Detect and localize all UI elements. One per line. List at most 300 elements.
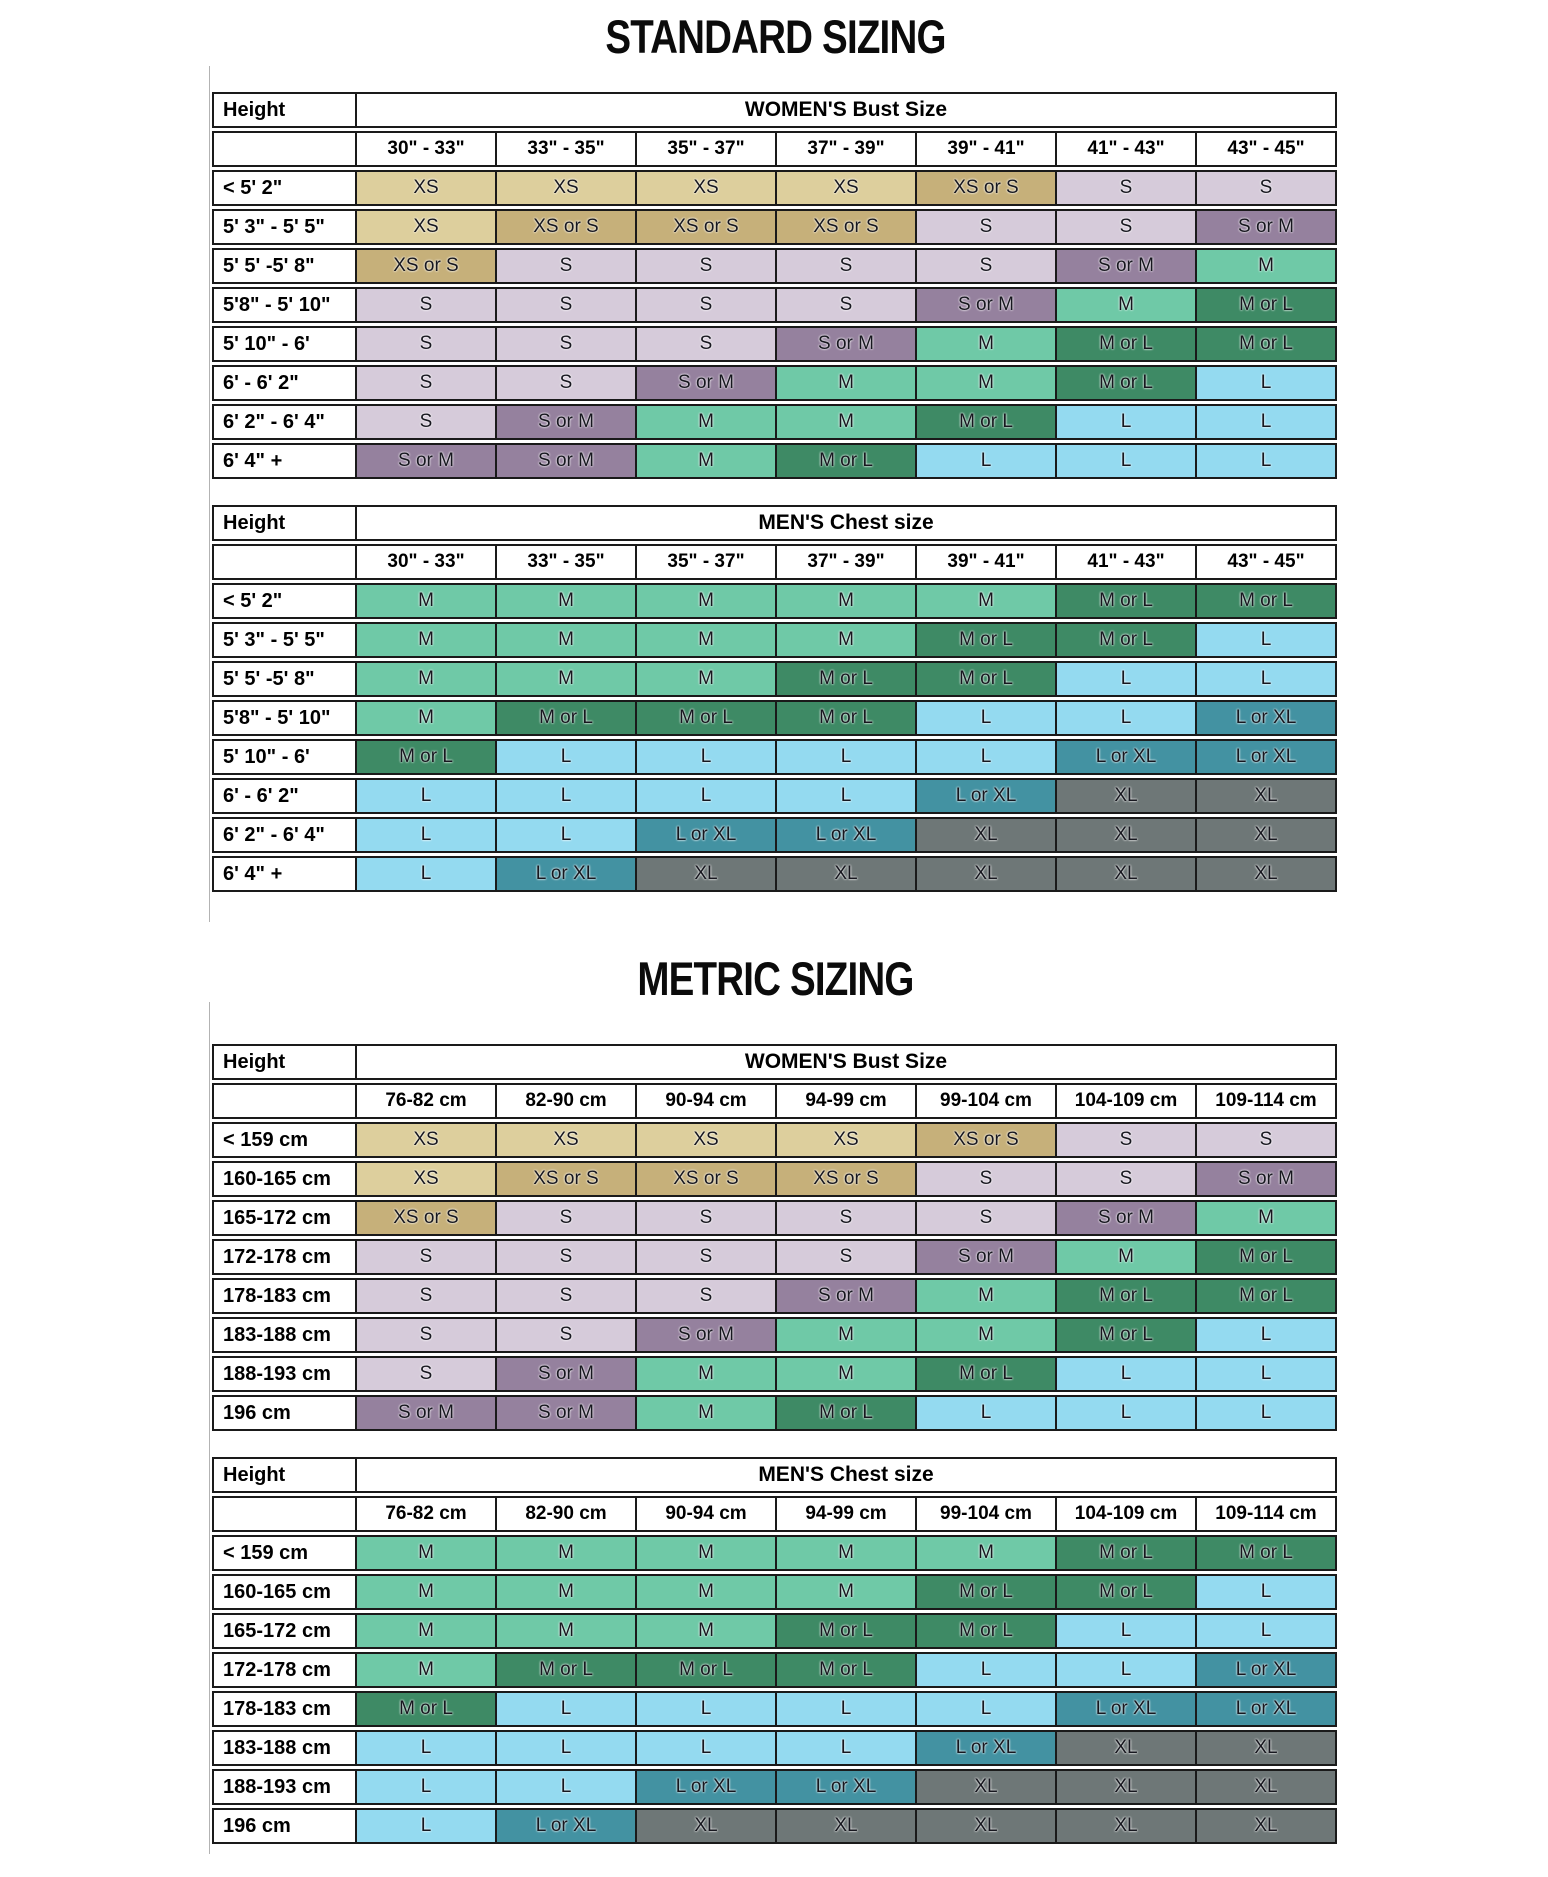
size-cell: L [357,1808,497,1844]
size-cell: L [917,443,1057,479]
size-cell: XS [777,1122,917,1158]
column-header: 39" - 41" [917,544,1057,580]
size-cell: M [1057,1239,1197,1275]
size-cell: M [357,1652,497,1688]
sizing-section [0,12,1548,892]
size-cell: S [917,1200,1057,1236]
table-row [212,1769,1548,1805]
table-row [212,1691,1548,1727]
size-cell: S [1057,1122,1197,1158]
row-label: 183-188 cm [212,1730,357,1766]
size-cell: L or XL [1057,1691,1197,1727]
blank-corner-cell [212,131,357,167]
row-label: < 5' 2" [212,583,357,619]
column-header: 35" - 37" [637,131,777,167]
size-cell: L [1057,1356,1197,1392]
size-cell: M [497,622,637,658]
size-cell: M or L [917,1613,1057,1649]
table-group-header: MEN'S Chest size [357,1457,1337,1493]
size-cell: M [357,1574,497,1610]
size-cell: M or L [497,700,637,736]
size-cell: M [637,1574,777,1610]
size-cell: M or L [1197,326,1337,362]
row-label: 172-178 cm [212,1652,357,1688]
size-cell: M or L [777,700,917,736]
size-cell: L [917,1395,1057,1431]
size-cell: S or M [917,1239,1057,1275]
row-label: 5'8" - 5' 10" [212,287,357,323]
size-cell: M or L [637,700,777,736]
column-header: 41" - 43" [1057,131,1197,167]
size-cell: XS [637,170,777,206]
table-row [212,1239,1548,1275]
size-cell: M [357,1613,497,1649]
row-label: 188-193 cm [212,1356,357,1392]
size-cell: S [1057,209,1197,245]
size-cell: XS [357,170,497,206]
table-row [212,700,1548,736]
size-cell: S or M [1057,248,1197,284]
size-cell: S [777,248,917,284]
row-label: 5' 10" - 6' [212,739,357,775]
size-cell: S [357,287,497,323]
size-cell: XL [1197,817,1337,853]
table-header-row [212,92,1548,128]
size-cell: S or M [497,1356,637,1392]
size-cell: M or L [777,443,917,479]
size-cell: M [1197,248,1337,284]
size-cell: XL [637,1808,777,1844]
size-cell: S [1197,170,1337,206]
height-header: Height [212,505,357,541]
size-cell: XS [777,170,917,206]
size-cell: XS or S [917,1122,1057,1158]
height-header: Height [212,1044,357,1080]
size-cell: L or XL [1197,1652,1337,1688]
row-label: 5' 10" - 6' [212,326,357,362]
size-cell: L [1057,1395,1197,1431]
size-cell: L [1057,404,1197,440]
size-cell: M or L [1057,365,1197,401]
size-cell: M or L [917,661,1057,697]
size-cell: XL [917,817,1057,853]
size-cell: M or L [917,404,1057,440]
size-cell: M [637,583,777,619]
size-cell: S or M [497,1395,637,1431]
size-cell: XL [917,1769,1057,1805]
row-label: 196 cm [212,1395,357,1431]
size-cell: M or L [497,1652,637,1688]
size-cell: S [777,1239,917,1275]
sizing-table [212,505,1548,892]
column-header: 90-94 cm [637,1496,777,1532]
size-cell: XS [357,1122,497,1158]
size-cell: XL [1057,1808,1197,1844]
size-cell: XL [1057,1769,1197,1805]
size-cell: M or L [357,739,497,775]
table-row [212,1278,1548,1314]
size-cell: M [357,583,497,619]
size-cell: L [637,778,777,814]
size-cell: L or XL [1197,1691,1337,1727]
table-row [212,1652,1548,1688]
size-cell: M [777,622,917,658]
row-label: 5' 5' -5' 8" [212,248,357,284]
size-cell: M [357,622,497,658]
row-label: 6' 4" + [212,856,357,892]
table-row [212,365,1548,401]
row-label: 165-172 cm [212,1200,357,1236]
size-cell: M [917,583,1057,619]
size-cell: M or L [1197,583,1337,619]
size-cell: S [357,326,497,362]
size-cell: L [357,778,497,814]
size-cell: S [637,248,777,284]
size-cell: M [637,1535,777,1571]
size-cell: S [1057,1161,1197,1197]
size-cell: XL [1057,856,1197,892]
size-cell: XS or S [497,209,637,245]
size-cell: S or M [777,326,917,362]
row-label: 160-165 cm [212,1574,357,1610]
row-label: < 5' 2" [212,170,357,206]
size-cell: L [357,817,497,853]
size-cell: XL [1057,778,1197,814]
row-label: < 159 cm [212,1535,357,1571]
size-cell: XL [1057,1730,1197,1766]
column-header: 43" - 45" [1197,544,1337,580]
size-cell: XL [777,856,917,892]
size-cell: L or XL [1197,700,1337,736]
table-row [212,170,1548,206]
size-cell: M [777,404,917,440]
size-cell: S [497,1278,637,1314]
size-cell: L [1197,622,1337,658]
row-label: 178-183 cm [212,1278,357,1314]
size-cell: M [497,583,637,619]
row-label: 6' 4" + [212,443,357,479]
section-title: METRIC SIZING [636,952,914,1005]
size-cell: XS [497,1122,637,1158]
size-cell: M or L [1197,1278,1337,1314]
column-header: 41" - 43" [1057,544,1197,580]
column-header: 37" - 39" [777,544,917,580]
row-label: 172-178 cm [212,1239,357,1275]
size-cell: M or L [637,1652,777,1688]
column-header: 33" - 35" [497,544,637,580]
size-cell: M [777,1317,917,1353]
table-row [212,1356,1548,1392]
size-cell: L [777,778,917,814]
size-cell: L [1197,1395,1337,1431]
size-cell: L [1057,1652,1197,1688]
size-cell: L [917,700,1057,736]
size-cell: M [637,404,777,440]
size-cell: L or XL [917,778,1057,814]
size-cell: M or L [1197,1239,1337,1275]
size-cell: M [357,700,497,736]
size-cell: M [777,365,917,401]
size-cell: M [497,1613,637,1649]
size-cell: XL [917,856,1057,892]
column-header: 99-104 cm [917,1083,1057,1119]
size-cell: L or XL [917,1730,1057,1766]
table-row [212,583,1548,619]
size-cell: L [777,739,917,775]
column-header: 76-82 cm [357,1083,497,1119]
size-cell: M or L [1057,1317,1197,1353]
size-cell: M [357,1535,497,1571]
table-row [212,817,1548,853]
table-row [212,404,1548,440]
column-header: 33" - 35" [497,131,637,167]
size-cell: S [357,365,497,401]
size-cell: M [777,1535,917,1571]
table-row [212,1317,1548,1353]
size-cell: S [637,1200,777,1236]
size-cell: L [637,1730,777,1766]
table-row [212,1730,1548,1766]
blank-corner-cell [212,1083,357,1119]
size-cell: S or M [357,1395,497,1431]
row-label: 6' 2" - 6' 4" [212,404,357,440]
size-cell: XS or S [497,1161,637,1197]
size-cell: XL [1197,1808,1337,1844]
size-cell: L [1197,1356,1337,1392]
column-header-row [212,131,1548,167]
size-cell: S or M [497,404,637,440]
size-cell: M [357,661,497,697]
table-row [212,287,1548,323]
column-header: 82-90 cm [497,1496,637,1532]
size-cell: S or M [777,1278,917,1314]
height-header: Height [212,1457,357,1493]
row-label: 5' 5' -5' 8" [212,661,357,697]
size-cell: S or M [1197,209,1337,245]
size-cell: L or XL [637,817,777,853]
table-row [212,661,1548,697]
row-label: 165-172 cm [212,1613,357,1649]
size-cell: XL [1197,1730,1337,1766]
sizing-table [212,92,1548,479]
size-cell: M [1197,1200,1337,1236]
size-cell: S [917,248,1057,284]
size-cell: L [1057,1613,1197,1649]
size-cell: M or L [1057,583,1197,619]
size-cell: L or XL [777,1769,917,1805]
size-cell: L [1197,1574,1337,1610]
size-cell: L [357,1769,497,1805]
size-cell: M or L [777,1395,917,1431]
column-header: 109-114 cm [1197,1083,1337,1119]
size-cell: M or L [1197,1535,1337,1571]
size-cell: S [497,1200,637,1236]
size-cell: XL [917,1808,1057,1844]
size-cell: M [637,1356,777,1392]
table-row [212,1200,1548,1236]
row-label: 5' 3" - 5' 5" [212,622,357,658]
size-cell: L [1057,700,1197,736]
size-cell: L [497,817,637,853]
size-cell: XS or S [777,1161,917,1197]
size-cell: S [357,1317,497,1353]
table-row [212,622,1548,658]
row-label: 5' 3" - 5' 5" [212,209,357,245]
size-cell: XL [637,856,777,892]
size-cell: XS or S [637,209,777,245]
sizing-table [212,1457,1548,1844]
column-header: 39" - 41" [917,131,1057,167]
column-header: 82-90 cm [497,1083,637,1119]
size-cell: L or XL [497,1808,637,1844]
column-header: 35" - 37" [637,544,777,580]
size-cell: L [917,1691,1057,1727]
size-cell: XS or S [357,248,497,284]
size-cell: XS or S [637,1161,777,1197]
size-cell: S [917,1161,1057,1197]
size-cell: XS or S [357,1200,497,1236]
table-header-row [212,505,1548,541]
size-cell: L or XL [1197,739,1337,775]
table-row [212,1161,1548,1197]
table-row [212,443,1548,479]
column-header: 37" - 39" [777,131,917,167]
row-label: 6' - 6' 2" [212,778,357,814]
row-label: 6' - 6' 2" [212,365,357,401]
table-row [212,1122,1548,1158]
table-header-row [212,1044,1548,1080]
size-cell: S [637,287,777,323]
row-label: 196 cm [212,1808,357,1844]
size-cell: L [1197,1317,1337,1353]
size-cell: M or L [917,1356,1057,1392]
table-row [212,1613,1548,1649]
size-cell: M [497,1535,637,1571]
column-header-row [212,1496,1548,1532]
table-row [212,248,1548,284]
column-header-row [212,544,1548,580]
size-cell: S or M [637,365,777,401]
size-cell: S [917,209,1057,245]
size-cell: XL [1197,856,1337,892]
size-cell: M [917,326,1057,362]
row-label: 160-165 cm [212,1161,357,1197]
axis-line [209,66,210,922]
size-cell: L or XL [777,817,917,853]
size-cell: M [917,1535,1057,1571]
size-cell: M or L [917,622,1057,658]
size-cell: M or L [917,1574,1057,1610]
size-cell: M or L [777,1613,917,1649]
size-cell: L [777,1691,917,1727]
column-header: 30" - 33" [357,544,497,580]
size-cell: XS [637,1122,777,1158]
size-cell: M [917,1317,1057,1353]
height-header: Height [212,92,357,128]
row-label: 188-193 cm [212,1769,357,1805]
size-cell: S or M [917,287,1057,323]
size-cell: L [777,1730,917,1766]
table-row [212,1395,1548,1431]
table-row [212,1808,1548,1844]
size-cell: M or L [1057,1574,1197,1610]
size-cell: M [497,1574,637,1610]
size-cell: L [1197,404,1337,440]
size-cell: XL [1197,1769,1337,1805]
column-header: 109-114 cm [1197,1496,1337,1532]
column-header: 90-94 cm [637,1083,777,1119]
size-cell: L [1197,365,1337,401]
size-cell: M [637,1395,777,1431]
size-cell: L [917,739,1057,775]
size-cell: M [637,443,777,479]
size-cell: L or XL [637,1769,777,1805]
size-cell: XS or S [917,170,1057,206]
size-cell: M or L [1057,1278,1197,1314]
column-header: 104-109 cm [1057,1083,1197,1119]
row-label: < 159 cm [212,1122,357,1158]
size-cell: L [497,778,637,814]
blank-corner-cell [212,544,357,580]
size-cell: XS [497,170,637,206]
size-cell: XL [777,1808,917,1844]
column-header: 76-82 cm [357,1496,497,1532]
size-cell: L [1197,443,1337,479]
size-cell: L or XL [497,856,637,892]
table-group-header: WOMEN'S Bust Size [357,1044,1337,1080]
size-cell: M or L [777,1652,917,1688]
size-cell: M [637,622,777,658]
size-cell: XS [357,209,497,245]
size-cell: M [637,661,777,697]
size-cell: S [637,1278,777,1314]
size-cell: S [497,365,637,401]
size-cell: S [1057,170,1197,206]
size-cell: M or L [777,661,917,697]
column-header: 99-104 cm [917,1496,1057,1532]
size-cell: L [1057,661,1197,697]
size-cell: S [1197,1122,1337,1158]
column-header: 104-109 cm [1057,1496,1197,1532]
size-cell: L [917,1652,1057,1688]
size-cell: L [357,1730,497,1766]
size-cell: S or M [357,443,497,479]
column-header: 94-99 cm [777,1496,917,1532]
size-cell: S or M [1057,1200,1197,1236]
column-header-row [212,1083,1548,1119]
row-label: 183-188 cm [212,1317,357,1353]
size-cell: XL [1057,817,1197,853]
size-cell: S [357,404,497,440]
size-cell: M [777,1356,917,1392]
size-cell: L [1197,661,1337,697]
size-cell: S [497,1317,637,1353]
axis-line [209,1002,210,1854]
size-cell: S [777,1200,917,1236]
table-row [212,1574,1548,1610]
row-label: 178-183 cm [212,1691,357,1727]
size-cell: S [637,1239,777,1275]
table-group-header: WOMEN'S Bust Size [357,92,1337,128]
size-cell: M or L [1057,622,1197,658]
row-label: 6' 2" - 6' 4" [212,817,357,853]
size-cell: S [637,326,777,362]
size-cell: S or M [637,1317,777,1353]
size-cell: L [637,1691,777,1727]
column-header: 30" - 33" [357,131,497,167]
size-cell: XL [1197,778,1337,814]
sizing-section [0,954,1548,1844]
